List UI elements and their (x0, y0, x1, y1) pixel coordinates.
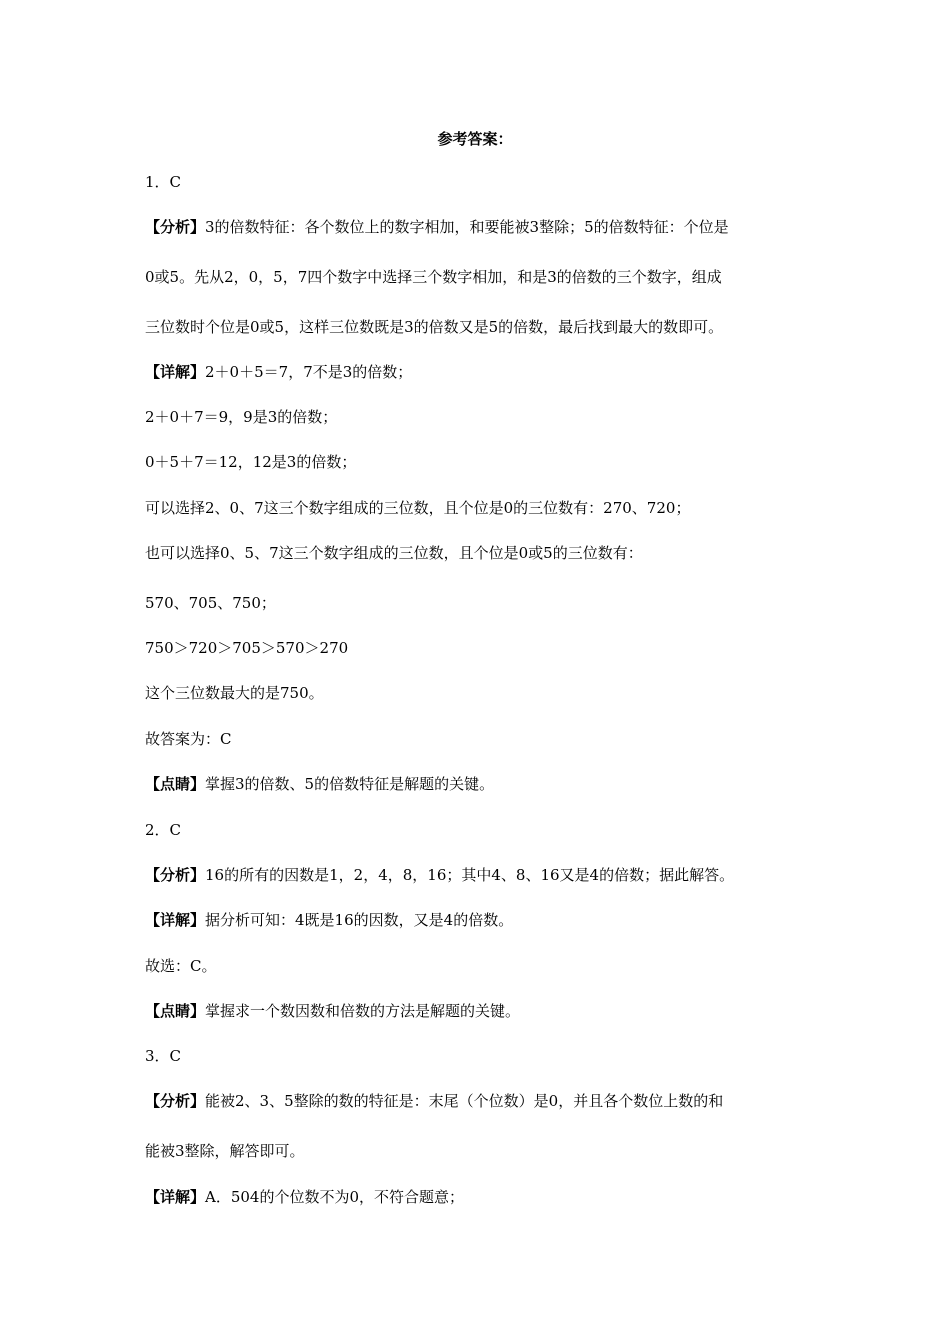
analysis-1-line-2 (145, 266, 815, 288)
detail-1-line-6 (145, 592, 815, 614)
line-text: 掌握3的倍数、5的倍数特征是解题的关键。 (205, 775, 495, 793)
detail-tag: 【详解】 (145, 911, 206, 929)
line-text: 三位数时个位是0或5，这样三位数既是3的倍数又是5的倍数，最后找到最大的数即可。 (145, 318, 724, 336)
comment-tag: 【点睛】 (145, 1002, 206, 1020)
comment-1 (145, 773, 815, 795)
conclusion-1 (145, 728, 815, 750)
detail-tag: 【详解】 (145, 363, 206, 381)
line-text: 能被2、3、5整除的数的特征是：末尾（个位数）是0，并且各个数位上数的和 (205, 1092, 724, 1110)
line-text: 可以选择2、0、7这三个数字组成的三位数，且个位是0的三位数有：270、720； (145, 499, 691, 517)
line-text: 掌握求一个数因数和倍数的方法是解题的关键。 (205, 1002, 521, 1020)
analysis-3-line-2 (145, 1140, 815, 1162)
comment-tag: 【点睛】 (145, 775, 206, 793)
analysis-tag: 【分析】 (145, 1092, 206, 1110)
line-text: 故选：C。 (145, 957, 217, 975)
detail-1-line-4 (145, 497, 815, 519)
analysis-2 (145, 864, 815, 886)
line-text: 这个三位数最大的是750。 (145, 684, 324, 702)
line-text: 2＋0＋7＝9，9是3的倍数； (145, 408, 338, 426)
line-text: 16的所有的因数是1，2，4，8，16；其中4、8、16又是4的倍数；据此解答。 (205, 866, 735, 884)
answer-number-2 (145, 819, 815, 841)
line-text: 故答案为：C (145, 730, 232, 748)
page-title: 参考答案： (437, 130, 513, 148)
detail-1-line-2 (145, 406, 815, 428)
detail-1-line-1 (145, 361, 815, 383)
analysis-1-line-1 (145, 216, 815, 238)
analysis-1-line-3 (145, 316, 815, 338)
line-text: 能被3整除，解答即可。 (145, 1142, 305, 1160)
line-text: 0或5。先从2，0，5，7四个数字中选择三个数字相加，和是3的倍数的三个数字，组成 (145, 268, 722, 286)
answer-number-3 (145, 1045, 815, 1067)
analysis-tag: 【分析】 (145, 866, 206, 884)
line-text: 570、705、750； (145, 594, 276, 612)
line-text: 1．C (145, 173, 182, 191)
line-text: 0＋5＋7＝12，12是3的倍数； (145, 453, 357, 471)
detail-1-line-5 (145, 542, 815, 564)
detail-1-line-3 (145, 451, 815, 473)
detail-2 (145, 909, 815, 931)
answer-number-1 (145, 171, 815, 193)
line-text: A．504的个位数不为0，不符合题意； (205, 1188, 465, 1206)
line-text: 也可以选择0、5、7这三个数字组成的三位数，且个位是0或5的三位数有： (145, 544, 643, 562)
analysis-tag: 【分析】 (145, 218, 206, 236)
comment-2 (145, 1000, 815, 1022)
line-text: 据分析可知：4既是16的因数，又是4的倍数。 (205, 911, 514, 929)
detail-3-line-1 (145, 1186, 815, 1208)
detail-1-line-7 (145, 637, 815, 659)
line-text: 750＞720＞705＞570＞270 (145, 639, 349, 657)
line-text: 3．C (145, 1047, 182, 1065)
conclusion-2 (145, 955, 815, 977)
line-text: 2＋0＋5＝7，7不是3的倍数； (205, 363, 413, 381)
line-text: 3的倍数特征：各个数位上的数字相加，和要能被3整除；5的倍数特征：个位是 (205, 218, 729, 236)
analysis-3-line-1 (145, 1090, 815, 1112)
line-text: 2．C (145, 821, 182, 839)
detail-tag: 【详解】 (145, 1188, 206, 1206)
detail-1-line-8 (145, 682, 815, 704)
